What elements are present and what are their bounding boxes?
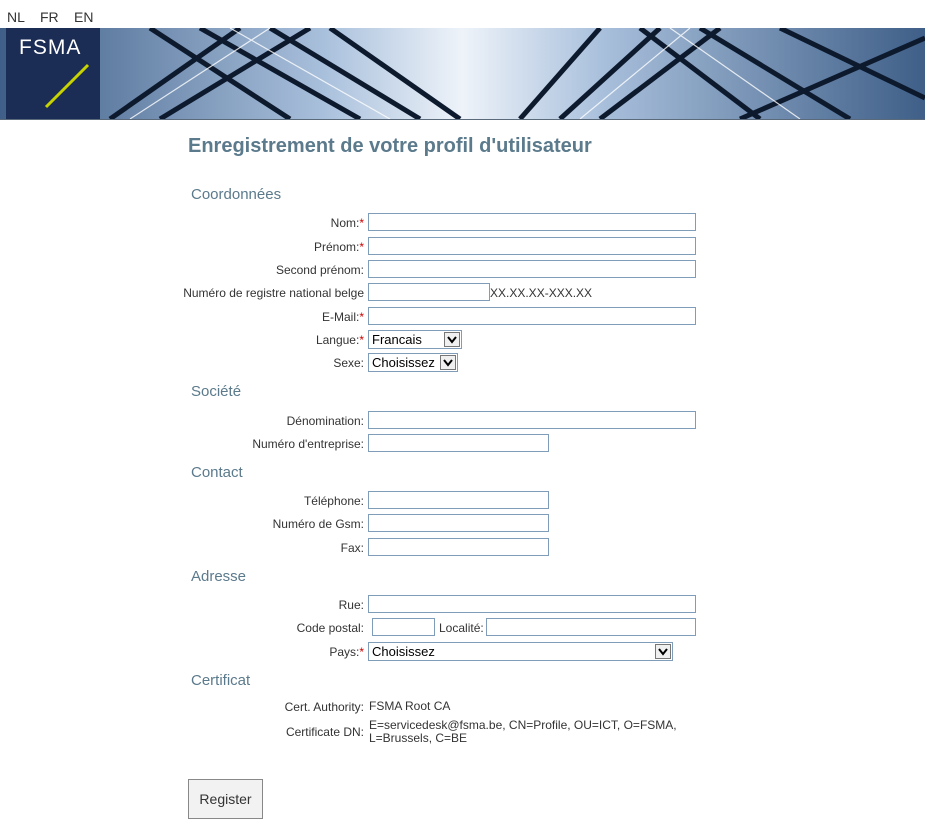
- pays-select[interactable]: [368, 642, 673, 661]
- fsma-logo[interactable]: [6, 28, 100, 119]
- prenom-label: Prénom:*: [313, 240, 364, 254]
- email-label: E-Mail:*: [321, 310, 364, 324]
- email-input[interactable]: [368, 307, 696, 325]
- chevron-down-icon[interactable]: [655, 644, 671, 659]
- section-certificat: Certificat: [191, 672, 251, 689]
- langue-label: Langue:*: [315, 333, 364, 347]
- chevron-down-icon[interactable]: [440, 355, 456, 370]
- code-postal-label: Code postal:: [296, 621, 364, 635]
- required-marker: *: [359, 240, 364, 254]
- rue-input[interactable]: [368, 595, 696, 613]
- denomination-label: Dénomination:: [286, 414, 364, 428]
- prenom-input[interactable]: [368, 237, 696, 255]
- localite-input[interactable]: [486, 618, 696, 636]
- banner-background-image: [0, 28, 925, 119]
- langue-selected-value: Francais: [372, 332, 422, 347]
- section-adresse: Adresse: [191, 568, 247, 585]
- fax-input[interactable]: [368, 538, 549, 556]
- numero-entreprise-label: Numéro d'entreprise:: [252, 437, 364, 451]
- page-title: Enregistrement de votre profil d'utilisateur: [188, 135, 592, 157]
- register-button[interactable]: Register: [188, 779, 263, 819]
- telephone-label: Téléphone:: [303, 494, 364, 508]
- certificate-dn-label: Certificate DN:: [285, 725, 364, 739]
- required-marker: *: [359, 645, 364, 659]
- chevron-down-icon[interactable]: [444, 332, 460, 347]
- section-coordonnees: Coordonnées: [191, 186, 282, 203]
- section-contact: Contact: [191, 464, 243, 481]
- certificate-dn-value-line2: L=Brussels, C=BE: [369, 731, 468, 745]
- nom-input[interactable]: [368, 213, 696, 231]
- lang-link-en[interactable]: EN: [74, 9, 94, 25]
- language-bar: [0, 0, 925, 28]
- sexe-select[interactable]: [368, 353, 458, 372]
- rue-label: Rue:: [338, 598, 364, 612]
- code-postal-input[interactable]: [372, 618, 435, 636]
- lang-link-nl[interactable]: NL: [7, 9, 25, 25]
- telephone-input[interactable]: [368, 491, 549, 509]
- required-marker: *: [359, 216, 364, 230]
- section-societe: Société: [191, 383, 242, 400]
- required-marker: *: [359, 310, 364, 324]
- second-prenom-input[interactable]: [368, 260, 696, 278]
- localite-label: Localité:: [439, 621, 484, 635]
- gsm-label: Numéro de Gsm:: [272, 517, 364, 531]
- pays-selected-value: Choisissez: [372, 644, 435, 659]
- logo-slash-icon: [6, 28, 100, 119]
- pays-label: Pays:*: [329, 645, 364, 659]
- registre-national-input[interactable]: [368, 283, 490, 301]
- langue-select[interactable]: [368, 330, 462, 349]
- header-banner: [0, 28, 925, 120]
- cert-authority-value: FSMA Root CA: [369, 699, 451, 713]
- nom-label: Nom:*: [330, 216, 364, 230]
- required-marker: *: [359, 333, 364, 347]
- registre-national-label: Numéro de registre national belge: [183, 286, 364, 300]
- sexe-selected-value: Choisissez: [372, 355, 435, 370]
- lang-link-fr[interactable]: FR: [40, 9, 59, 25]
- fax-label: Fax:: [340, 541, 364, 555]
- sexe-label: Sexe:: [333, 356, 364, 370]
- denomination-input[interactable]: [368, 411, 696, 429]
- registre-format-hint: XX.XX.XX-XXX.XX: [490, 286, 593, 300]
- gsm-input[interactable]: [368, 514, 549, 532]
- cert-authority-label: Cert. Authority:: [284, 700, 364, 714]
- second-prenom-label: Second prénom:: [275, 263, 364, 277]
- numero-entreprise-input[interactable]: [368, 434, 549, 452]
- logo-text: FSMA: [19, 36, 82, 59]
- certificate-dn-value-line1: E=servicedesk@fsma.be, CN=Profile, OU=ICT, O=FSMA,: [369, 718, 677, 732]
